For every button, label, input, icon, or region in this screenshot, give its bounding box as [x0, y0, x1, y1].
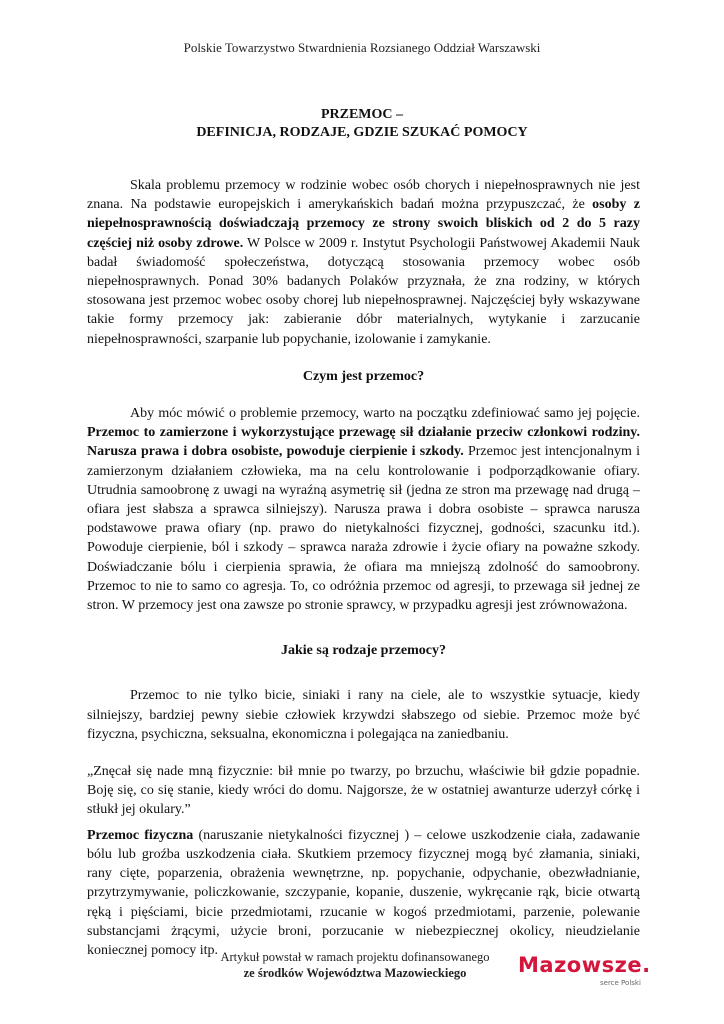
types-paragraph: Przemoc to nie tylko bicie, siniaki i rany na ciele, ale to wszystkie sytuacje, kiedy silniejszy, bardziej pewny siebie człowiek krzywdzi słabszego od siebie. Przemoc może być fizyczna, psychiczna, seksualna, ekonomiczna i polegająca na zaniedbaniu. — [87, 688, 640, 742]
document-title — [0, 106, 724, 142]
footer-line-2: ze środków Województwa Mazowieckiego — [243, 966, 467, 980]
intro-paragraph — [87, 176, 640, 349]
definition-bold: Przemoc to zamierzone i wykorzystujące przewagę sił działanie przeciw członkowi rodziny. Narusza prawa i dobra osobiste, powoduje cierpienie i szkody. — [87, 425, 640, 460]
title-line-1: PRZEMOC – — [320, 107, 404, 122]
physical-violence-label: Przemoc fizyczna — [87, 827, 194, 843]
footer-line-1: Artykuł powstał w ramach projektu dofinansowanego — [220, 950, 490, 964]
definition-text-2: Przemoc jest intencjonalnym i zamierzonym działaniem człowieka, ma na celu kontrolowanie i podporządkowanie ofiary. Utrudnia samoobronę z uwagi na wyraźną asymetrię sił (jedna ze stron ma przewagę nad drugą –ofiara jest słabsza a sprawca silniejszy). Narusza prawa i dobra osobiste – sprawca narusza podstawowe prawa ofiary (np. prawo do nietykalności fizycznej, godności, szacunku itd.). Powoduje cierpienie, ból i szkody – sprawca naraża zdrowie i życie ofiary na poważne szkody. Doświadczanie bólu i cierpienia sprawia, że ofiara ma mniejszą zdolność do samoobrony. Przemoc to nie to samo co agresja. To, co odróżnia przemoc od agresji, to przewaga sił jednej ze stron. W przemocy jest ona zawsze po stronie sprawcy, w przypadku agresji jest zrównoważona. — [87, 444, 640, 614]
victim-quote: „Znęcał się nade mną fizycznie: bił mnie po twarzy, po brzuchu, właściwie bił gdzie popadnie. Boję się, co się stanie, kiedy wróci do domu. Najgorsze, że w ostatniej awanturze uderzył córkę i stłukł jej okulary.” — [87, 764, 640, 818]
physical-violence-paragraph — [87, 826, 640, 960]
logo-wordmark: Mazowsze. — [518, 953, 651, 977]
intro-text-2: W Polsce w 2009 r. Instytut Psychologii Państwowej Akademii Nauk badał świadomość społeczeństwa, dotyczącą stosowania przemocy wobec osób niepełnosprawnych. Ponad 30% badanych Polaków przyznała, że zna rodziny, w których stosowana jest przemoc wobec osoby chorej lub niepełnosprawnej. Najczęściej były wskazywane takie formy przemocy jak: zabieranie dóbr materialnych, wytykanie i zarzucanie niepełnosprawności, szarpanie lub popychanie, izolowanie i zamykanie. — [87, 235, 641, 347]
intro-text-1: Skala problemu przemocy w rodzinie wobec osób chorych i niepełnosprawnych nie jest znana. Na podstawie europejskich i amerykańskich badań można przypuszczać, że — [87, 178, 640, 213]
section-heading-types-of-violence: Jakie są rodzaje przemocy? — [281, 643, 446, 659]
page-header: Polskie Towarzystwo Stwardnienia Rozsianego Oddział Warszawski — [183, 40, 541, 55]
definition-text-1: Aby móc mówić o problemie przemocy, warto na początku zdefiniować samo jej pojęcie. — [130, 406, 640, 422]
physical-violence-text: (naruszanie nietykalności fizycznej ) – celowe uszkodzenie ciała, zadawanie bólu lub groźba uszkodzenia ciała. Skutkiem przemocy fizycznej mogą być złamania, siniaki, rany cięte, poparzenia, obrażenia wewnętrzne, np. popychanie, odpychanie, obezwładnianie, przytrzymywanie, policzkowanie, szczypanie, kopanie, duszenie, wykręcanie rąk, bicie otwartą ręką i pięściami, bicie przedmiotami, rzucanie w kogoś przedmiotami, parzenie, polewanie substancjami żrącymi, użycie broni, porzucanie w niebezpiecznej okolicy, nieudzielanie koniecznej pomocy itp. — [87, 827, 640, 958]
intro-bold-statement: osoby z niepełnosprawnością doświadczają przemocy ze strony swoich bliskich od 2 do 5 razy częściej niż osoby zdrowe. — [87, 197, 640, 251]
definition-paragraph — [87, 404, 640, 615]
page-footer — [200, 949, 510, 981]
section-heading-what-is-violence: Czym jest przemoc? — [302, 368, 425, 384]
title-line-2: DEFINICJA, RODZAJE, GDZIE SZUKAĆ POMOCY — [196, 125, 528, 140]
document-body — [87, 176, 640, 960]
logo-tagline: serce Polski — [600, 979, 641, 987]
mazowsze-logo — [518, 953, 658, 993]
